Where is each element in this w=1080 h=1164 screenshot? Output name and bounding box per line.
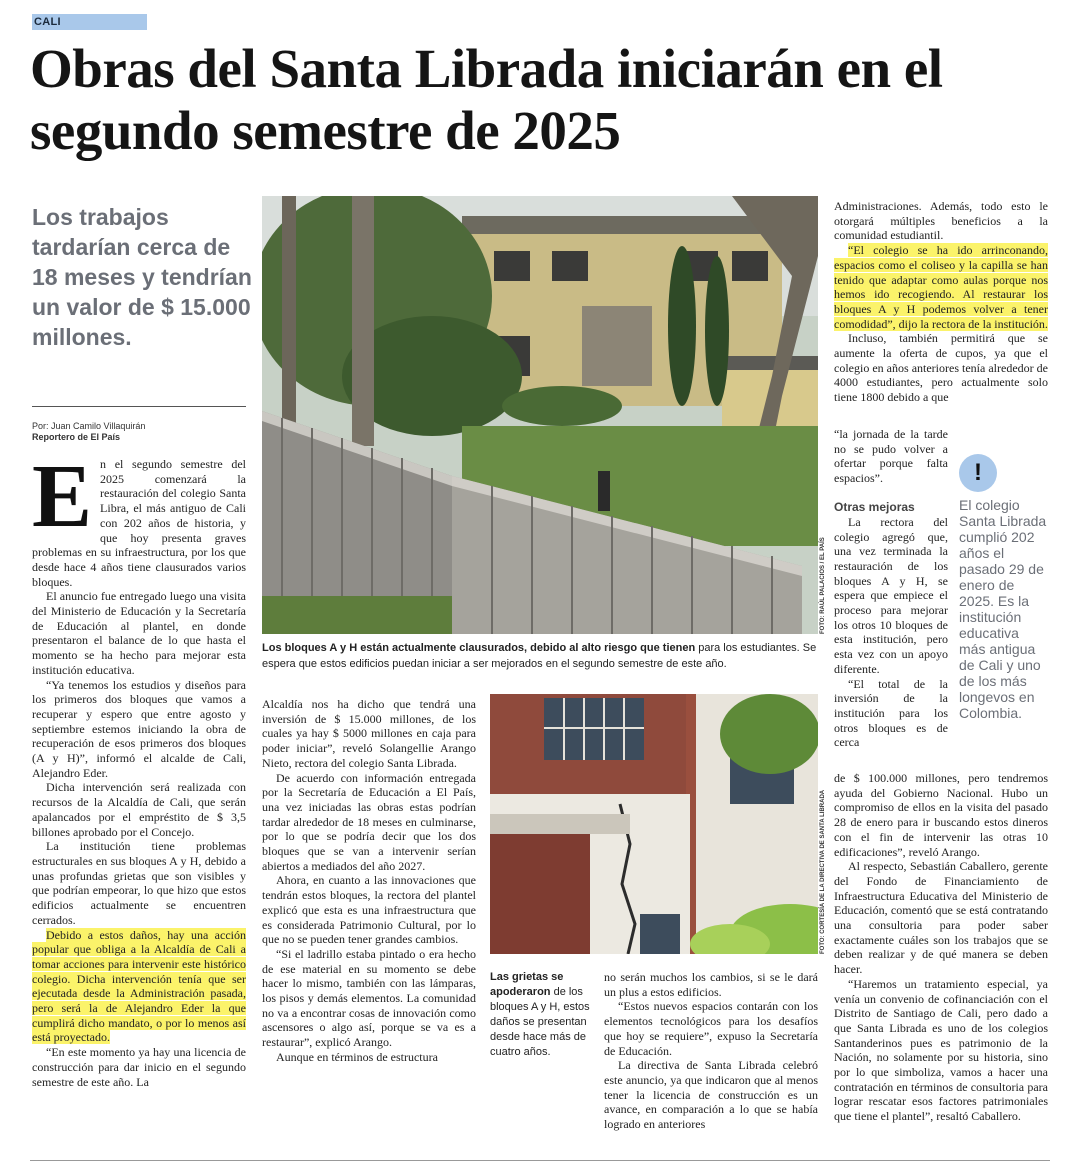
exclamation-icon: ! — [959, 454, 997, 492]
infobox-text: El colegio Santa Librada cumplió 202 años el pasado 29 de enero de 2025. Es la institución educativa más antigua de Cali y uno de los más longevos en Colombia. — [959, 497, 1047, 721]
paragraph: Dicha intervención será realizada con recursos de la Alcaldía de Cali, que serán apalancados por el empréstito de $ 3,5 billones aprobado por el Concejo. — [32, 780, 246, 839]
paragraph: Administraciones. Además, todo esto le otorgará múltiples beneficios a la comunidad estudiantil. — [834, 199, 1048, 243]
paragraph: De acuerdo con información entregada por la Secretaría de Educación a El País, una vez iniciadas las obras estas podrían tardar alrededor de 18 meses en culminarse, por lo que se podría decir que los dos bloques que se van a intervenir serían abiertos a mediados del año 2027. — [262, 770, 476, 873]
divider — [32, 406, 246, 407]
paragraph: “Haremos un tratamiento especial, ya venía un convenio de cofinanciación con el Distrito de Santiago de Cali, pero dado a que Santa Librada es uno de los colegios Santanderinos pues es patrimonio de la Nación, no solamente por su historia, sino por lo que simboliza, vamos a hacer una contratación en términos de consultoria para lograr rescatar esos factores patrimoniales que tiene el plantel”, resaltó Caballero. — [834, 976, 1048, 1124]
paragraph: “Ya tenemos los estudios y diseños para los primeros dos bloques que vamos a recuperar y espero que entre agosto y septiembre estemos iniciando la obra de recuperación de esos primeros dos bloques (A y H)”, informó el alcalde de Cali, Alejandro Eder. — [32, 677, 246, 780]
article-column-2 — [262, 697, 476, 1065]
photo-cracked-wall — [490, 694, 818, 954]
section-subtitle: Otras mejoras — [834, 499, 915, 514]
subhead: Los trabajos tardarían cerca de 18 meses y tendrían un valor de $ 15.000 millones. — [32, 204, 252, 350]
dropcap: E — [32, 447, 93, 546]
section-tag: CALI — [32, 14, 147, 30]
paragraph: Al respecto, Sebastián Caballero, gerente del Fondo de Financiamiento de Infraestructura Educativa del Ministerio de Educación, comentó que se está contratando una consultoria para poder saber exactamente cuáles son los trabajos que se deben realizar y de qué manera se deben hacer. — [834, 859, 1048, 977]
article-column-4-narrow — [834, 427, 948, 750]
paragraph: Aunque en términos de estructura — [276, 1049, 438, 1064]
paragraph: La institución tiene problemas estructurales en sus bloques A y H, debido a unas profundas grietas que son visibles y que podrían empeorar, lo que hizo que estos edificios actualmente se encuentren cerrados. — [32, 839, 246, 927]
divider — [30, 1160, 1050, 1161]
article-column-4-bottom — [834, 771, 1048, 1124]
photo-caption: Las grietas se apoderaron de los bloques A y H, estos daños se presentan desde hace más de cuatro años. — [490, 971, 590, 1058]
paragraph: no serán muchos los cambios, si se le dará un plus a estos edificios. — [604, 970, 818, 999]
paragraph: n el segundo semestre del 2025 comenzará la restauración del colegio Santa Libra, el más antiguo de Cali con 202 años de historia, y que hoy presenta graves problemas en su infraestructura, por los que desde hace 4 años tiene clausurados varios bloques. — [32, 457, 246, 589]
photo-credit: FOTO: CORTESÍA DE LA DIRECTIVA DE SANTA LIBRADA — [820, 789, 826, 954]
paragraph: “Si el ladrillo estaba pintado o era hecho de ese material en su momento se debe hacer lo mismo, también con las lámparas, los pisos y demás elementos. La comunidad no va a encontrar cosas de innovación como ascensores o algo así, porque se va es a restaurar”, explicó Arango. — [262, 946, 476, 1050]
byline — [32, 421, 246, 443]
paragraph: “la jornada de la tarde no se pudo volver a ofertar porque falta espacios”. — [834, 427, 948, 486]
paragraph: de $ 100.000 millones, pero tendremos ayuda del Gobierno Nacional. Hubo un compromiso de ellos en la visita del pasado 28 de enero para ir buscando estos dineros con el fin de intervenir las otras 10 edificaciones”, reveló Arango. — [834, 771, 1048, 859]
paragraph: La rectora del colegio agregó que, una vez terminada la restauración de los bloques A y H, se espera que empiece el proceso para mejorar los otros 10 bloques de esta institución, pero esta vez con un apoyo diferente. — [834, 514, 948, 676]
paragraph: La directiva de Santa Librada celebró este anuncio, ya que indicaron que al menos tener la licencia de construcción es un avance, en comparación a lo que se había logrado en anteriores — [604, 1058, 818, 1132]
photo-credit: FOTO: RAÚL PALACIOS / EL PAÍS — [820, 537, 826, 634]
paragraph: Incluso, también permitirá que se aumente la oferta de cupos, ya que el colegio en años anteriores tenía alrededor de 4000 estudiantes, pero actualmente solo tiene 1800 debido a que — [834, 331, 1048, 405]
highlighted-paragraph: “El colegio se ha ido arrinconando, espacios como el coliseo y la capilla se han tenido que adaptar como aulas porque nos hemos ido recogiendo. Al restaurar los bloques A y H podemos volver a tener comodidad”, dijo la rectora de la institución. — [834, 243, 1048, 331]
article-column-3 — [604, 970, 818, 1132]
article-column-1 — [32, 447, 246, 1089]
paragraph: “Estos nuevos espacios contarán con los elementos tecnológicos para los desafíos que hoy se requiere”, expuso la Secretaría de Educación. — [604, 999, 818, 1058]
highlighted-paragraph: Debido a estos daños, hay una acción popular que obliga a la Alcaldía de Cali a tomar acciones para intervenir este histórico colegio. Dicha intervención tenía que ser ejecutada desde la Administración pasada, pero será la de Alejandro Eder la que cumplirá dicho mandato, o por lo menos así está proyectado. — [32, 927, 246, 1045]
paragraph: Alcaldía nos ha dicho que tendrá una inversión de $ 15.000 millones, de los cuales ya hay $ 5000 millones en caja para poder iniciar”, reveló Solangellie Arango Nieto, rectora del colegio Santa Librada. — [262, 697, 476, 770]
byline-role: Reportero de El País — [32, 432, 121, 442]
paragraph: El anuncio fue entregado luego una visita del Ministerio de Educación y la Secretaría de Educación al plantel, en donde presentaron el balance de lo que hasta el momento se ha hecho para mejorar esta institución educativa. — [32, 589, 246, 677]
photo-fenced-buildings — [262, 196, 818, 634]
paragraph: “En este momento ya hay una licencia de construcción para dar inicio en el segundo semestre de este año. La — [32, 1045, 246, 1089]
photo-caption: Los bloques A y H están actualmente clausurados, debido al alto riesgo que tienen para los estudiantes. Se espera que estos edificios puedan iniciar a ser mejorados en el segundo semestre de este año. — [262, 642, 817, 670]
article-column-4 — [834, 199, 1048, 405]
paragraph: Ahora, en cuanto a las innovaciones que tendrán estos bloques, la rectora del plantel explicó que esta es una infraestructura que es considerada Patrimonio Cultural, por lo que no se pueden tener grandes cambios. — [262, 873, 476, 947]
headline: Obras del Santa Librada iniciarán en el segundo semestre de 2025 — [30, 38, 943, 161]
paragraph: “El total de la inversión de la institución para los otros bloques es de cerca — [834, 676, 948, 750]
byline-author: Por: Juan Camilo Villaquirán — [32, 421, 146, 431]
